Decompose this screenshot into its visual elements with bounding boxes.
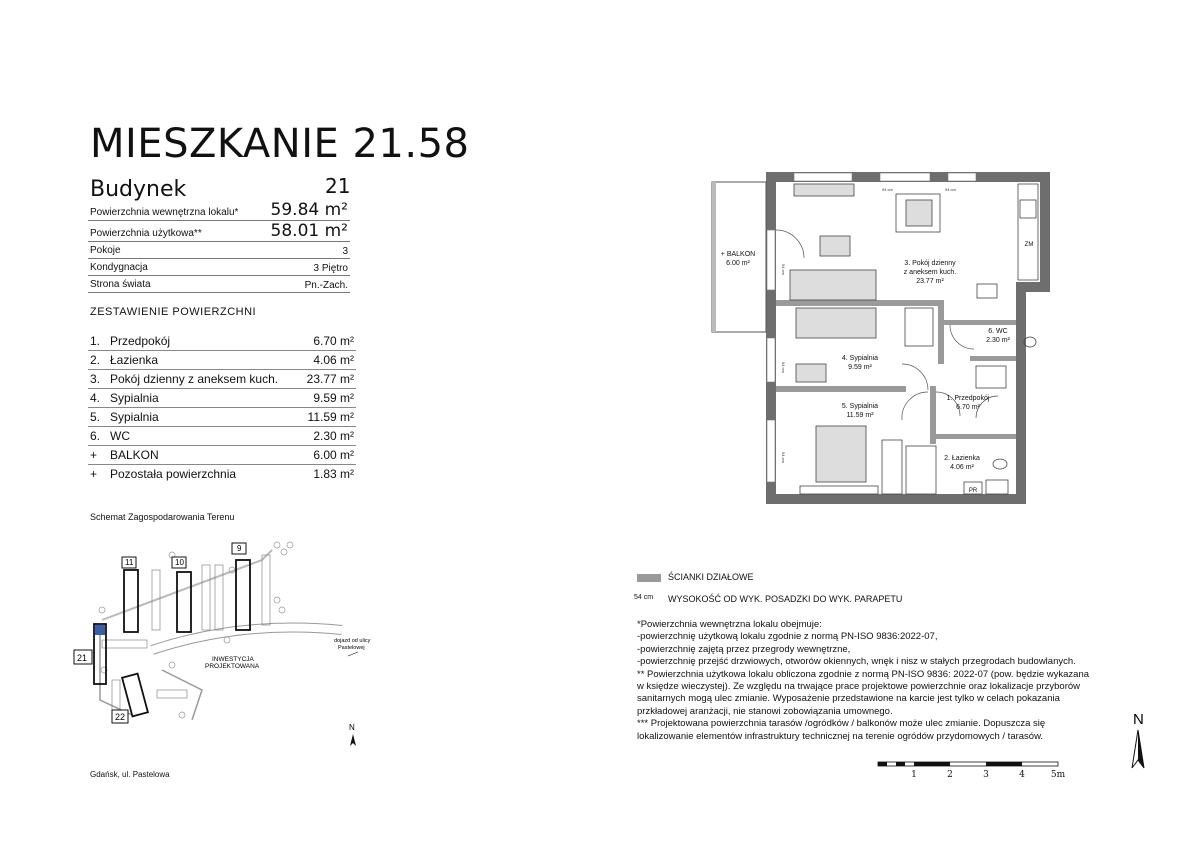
summary-row (88, 427, 356, 446)
note-line: ** Powierzchnia użytkowa lokalu obliczona zgodnie z normą PN-ISO 9836: 2022-07 (pow. będzie wykazana (637, 668, 1090, 680)
site-investment-label-2: PROJEKTOWANA (205, 663, 260, 670)
site-plan-title: Schemat Zagospodarowania Terenu (90, 512, 235, 522)
summary-label: WC (110, 429, 130, 443)
summary-value: 11.59 m² (307, 410, 354, 424)
info-value: 3 Piętro (313, 263, 348, 274)
info-label: Strona świata (90, 279, 151, 290)
info-row (88, 242, 350, 259)
note-line: *Powierzchnia wewnętrzna lokalu obejmuje: (637, 619, 822, 630)
site-building-11 (124, 570, 138, 632)
info-value: 59.84 m² (270, 200, 348, 220)
sill-label: 94 cm (945, 187, 956, 192)
summary-row (88, 351, 356, 370)
site-plan (72, 530, 412, 760)
info-value: 58.01 m² (270, 221, 348, 241)
scale-label: 5m (1050, 770, 1066, 780)
info-row (88, 221, 350, 242)
summary-value: 23.77 m² (306, 372, 354, 386)
partition-legend-swatch (637, 574, 661, 582)
site-apartment-marker (95, 625, 105, 635)
info-row (88, 276, 350, 293)
summary-label: BALKON (110, 448, 159, 462)
summary-num: 1. (90, 334, 101, 348)
summary-label: Pokój dzienny z aneksem kuch. (110, 372, 279, 386)
note-line: -powierzchnię zajętą przez przegrody wewnętrzne, (637, 643, 851, 655)
summary-num: 5. (90, 410, 101, 424)
sill-label: 94 cm (781, 362, 786, 373)
label-room-5-area: 11.59 m² (846, 412, 874, 419)
label-room-4: 4. Sypialnia (841, 355, 879, 362)
label-room-2: 2. Łazienka (944, 455, 980, 462)
summary-label: Sypialnia (110, 391, 159, 405)
summary-label: Pozostała powierzchnia (110, 467, 237, 481)
info-value: 3 (342, 246, 348, 257)
scale-label: 3 (983, 770, 989, 780)
summary-num: 2. (90, 353, 101, 367)
site-access-label-2: Pastelowej (338, 645, 365, 651)
summary-heading: ZESTAWIENIE POWIERZCHNI (90, 306, 257, 318)
building-value: 21 (325, 174, 351, 198)
site-label-11: 11 (125, 558, 134, 567)
summary-num: 4. (90, 391, 101, 405)
summary-num: 3. (90, 372, 101, 386)
summary-value: 6.00 m² (313, 448, 354, 462)
scale-bar (872, 756, 1077, 782)
label-room-3-area: 23.77 m² (916, 278, 944, 285)
summary-row (88, 408, 356, 427)
summary-num: + (90, 467, 98, 481)
label-room-3-sub: z aneksem kuch. (903, 269, 957, 276)
site-label-21: 21 (77, 653, 88, 663)
label-pr: PR (968, 488, 978, 494)
summary-row (88, 446, 356, 465)
summary-row (88, 370, 356, 389)
summary-value: 2.30 m² (313, 429, 354, 443)
label-room-4-area: 9.59 m² (848, 364, 872, 371)
scale-label: 2 (947, 770, 953, 780)
north-indicator (1126, 708, 1152, 772)
balcony-rail (712, 182, 716, 332)
note-line: sanitarnych mogą ulec zmianie. Wyposażenie przedstawione na karcie jest tylko w celach pokazania (637, 693, 1060, 705)
sill-label: 94 cm (781, 452, 786, 463)
info-table (88, 200, 350, 293)
height-legend-mark: 54 cm (634, 594, 654, 601)
summary-num: 6. (90, 429, 101, 443)
info-label: Pokoje (90, 245, 121, 256)
summary-value: 6.70 m² (313, 334, 354, 348)
site-building-9 (236, 560, 250, 630)
building-label: Budynek (90, 177, 187, 202)
location-label: Gdańsk, ul. Pastelowa (90, 770, 170, 779)
label-room-1-area: 6.70 m² (956, 404, 980, 411)
site-north-label: N (349, 723, 355, 732)
info-label: Kondygnacja (90, 262, 148, 273)
note-line: lokalizowanie elementów infrastruktury technicznej na terenie ogródów przydomowych / tarasów. (637, 730, 1044, 742)
site-investment-label: INWESTYCJA (212, 656, 254, 663)
page-title: MIESZKANIE 21.58 (90, 121, 470, 167)
note-line: -powierzchnię użytkową lokalu zgodnie z normą PN-ISO 9836:2022-07, (637, 631, 938, 643)
height-legend-label: WYSOKOŚĆ OD WYK. POSADZKI DO WYK. PARAPETU (668, 594, 903, 604)
info-value: Pn.-Zach. (304, 280, 348, 291)
summary-row (88, 465, 356, 483)
summary-num: + (90, 448, 98, 462)
sill-label: 94 cm (781, 264, 786, 275)
site-road (162, 670, 202, 720)
summary-table (88, 332, 356, 483)
summary-label: Łazienka (110, 353, 159, 367)
notes (637, 619, 1157, 743)
site-label-10: 10 (175, 558, 184, 567)
north-arrow-icon (350, 734, 356, 746)
north-label: N (1133, 711, 1144, 728)
partition-legend-label: ŚCIANKI DZIAŁOWE (668, 572, 754, 582)
label-room-2-area: 4.06 m² (950, 464, 974, 471)
summary-value: 1.83 m² (313, 467, 354, 481)
summary-row (88, 389, 356, 408)
note-line: -powierzchnię przejść drzwiowych, otworów okiennych, wnęk i nisz w stałych przegrodach budowlanych. (637, 656, 1076, 668)
summary-label: Sypialnia (110, 410, 159, 424)
site-building-10 (177, 572, 191, 632)
site-label-22: 22 (115, 712, 126, 722)
floor-plan (700, 170, 1060, 515)
note-line: *** Projektowana powierzchnia tarasów /ogródków / balkonów może ulec zmianie. Dopuszcza się (637, 718, 1046, 730)
sill-label: 94 cm (882, 187, 893, 192)
summary-value: 9.59 m² (313, 391, 354, 405)
label-room-6-area: 2.30 m² (986, 337, 1010, 344)
site-access-arrow (348, 652, 358, 656)
site-road (100, 625, 132, 715)
label-room-1: 1. Przedpokój (946, 395, 990, 402)
info-row (88, 259, 350, 276)
label-balcony: + BALKON (720, 251, 756, 258)
summary-row (88, 332, 356, 351)
info-label: Powierzchnia wewnętrzna lokalu* (90, 207, 239, 218)
label-room-6: 6. WC (988, 328, 1008, 335)
note-line: przkładowej aranżacji, nie stanowi zobowiązania umownego. (637, 705, 893, 717)
label-room-5: 5. Sypialnia (841, 403, 879, 410)
summary-value: 4.06 m² (313, 353, 354, 367)
label-balcony-area: 6.00 m² (726, 260, 750, 267)
scale-label: 4 (1019, 770, 1025, 780)
label-room-3: 3. Pokój dzienny (904, 260, 956, 267)
site-label-9: 9 (237, 544, 242, 553)
info-label: Powierzchnia użytkowa** (90, 228, 202, 239)
label-zm: ZM (1024, 242, 1034, 248)
note-line: w księdze wieczystej). Ze względu na trwające prace projektowe powierzchnie oraz lokalizacje przyborów (637, 681, 1080, 693)
info-row (88, 200, 350, 221)
site-access-label: dojazd od ulicy (334, 638, 371, 644)
scale-label: 1 (911, 770, 917, 780)
summary-label: Przedpokój (110, 334, 171, 348)
